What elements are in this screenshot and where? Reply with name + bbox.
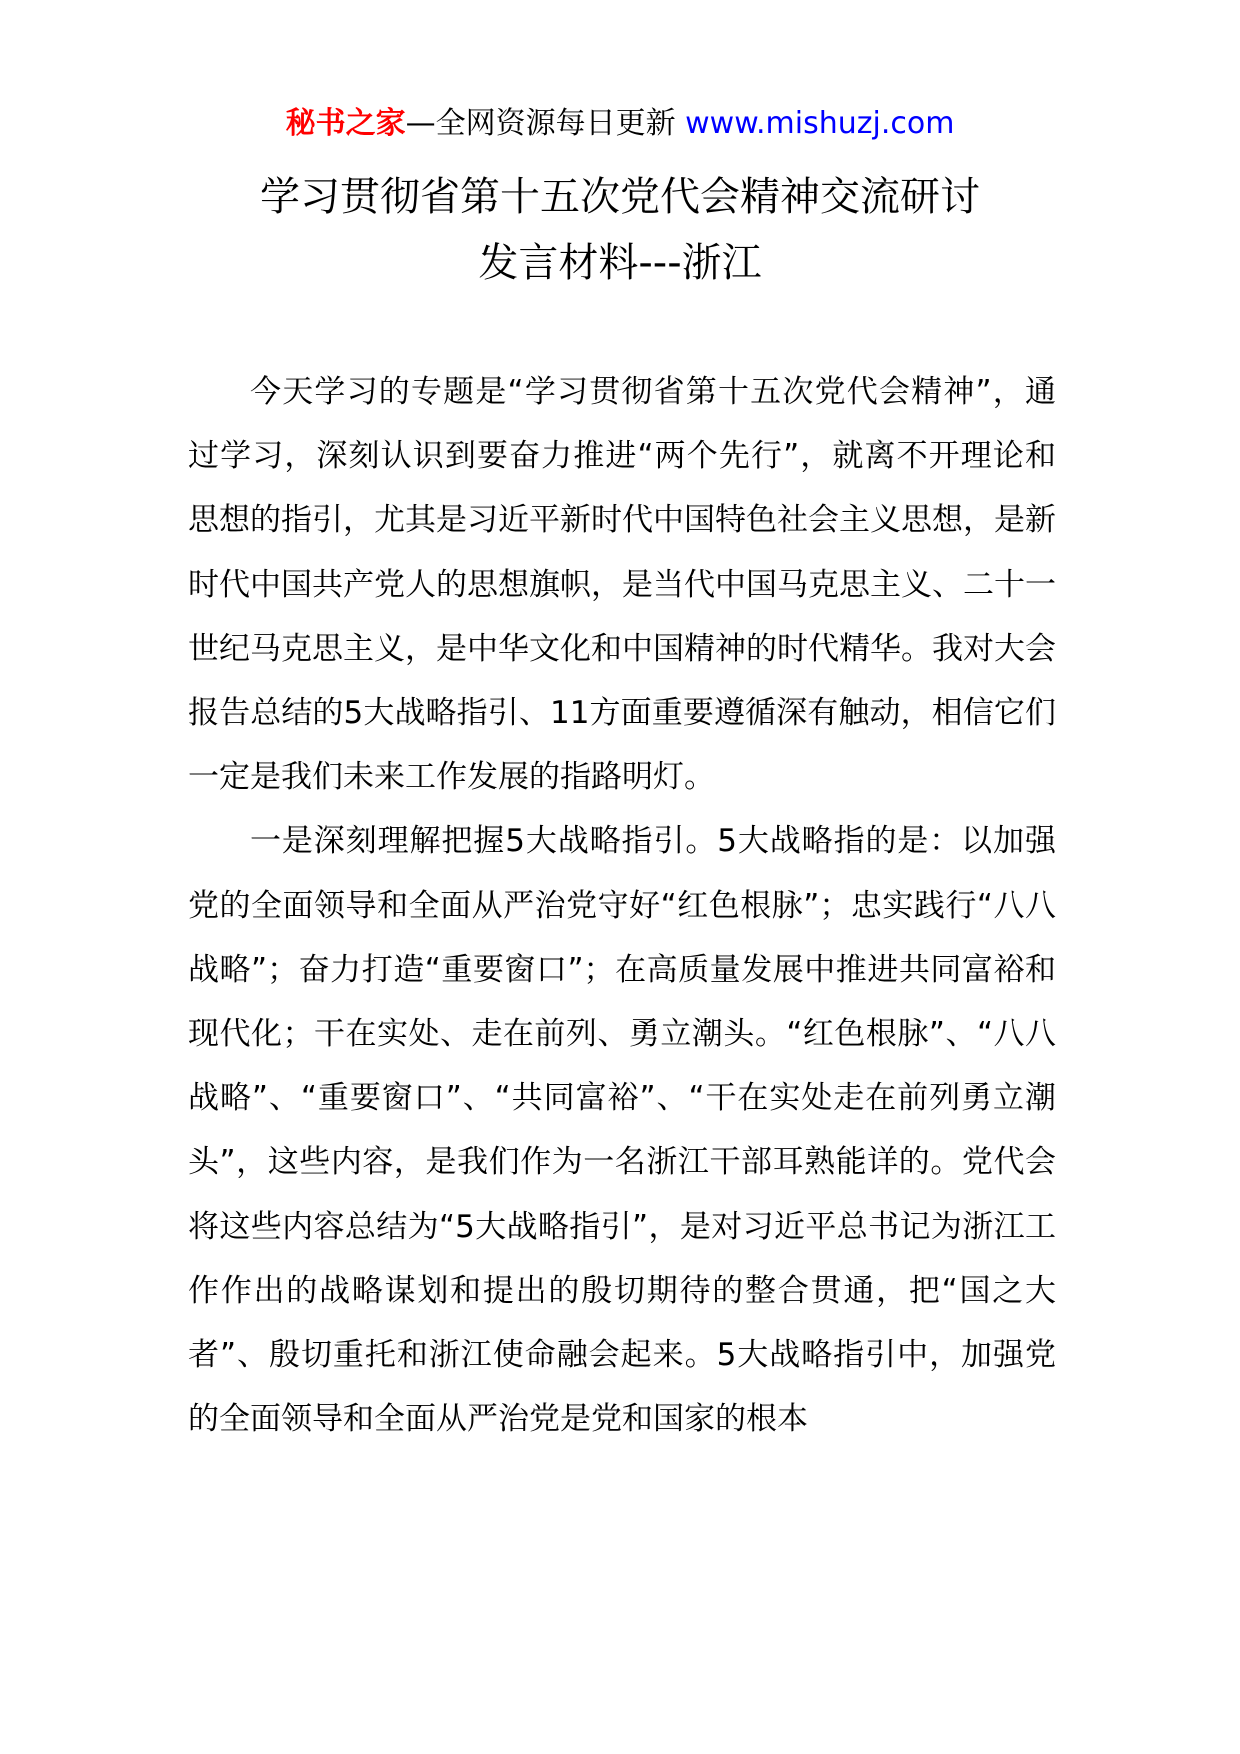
document-title [140, 164, 1100, 296]
body-paragraph-2: 一是深刻理解把握5大战略指引。5大战略指的是：以加强党的全面领导和全面从严治党守好“红色根脉”；忠实践行“八八战略”；奋力打造“重要窗口”；在高质量发展中推进共同富裕和现代化；干在实处、走在前列、勇立潮头。“红色根脉”、“八八战略”、“重要窗口”、“共同富裕”、“干在实处走在前列勇立潮头”，这些内容，是我们作为一名浙江干部耳熟能详的。党代会将这些内容总结为“5大战略指引”，是对习近平总书记为浙江工作作出的战略谋划和提出的殷切期待的整合贯通，把“国之大者”、殷切重托和浙江使命融会起来。5大战略指引中，加强党的全面领导和全面从严治党是党和国家的根本 [188, 823, 1056, 1438]
site-header [0, 104, 1240, 144]
body-paragraph-1: 今天学习的专题是“学习贯彻省第十五次党代会精神”，通过学习，深刻认识到要奋力推进“两个先行”，就离不开理论和思想的指引，尤其是习近平新时代中国特色社会主义思想，是新时代中国共产党人的思想旗帜，是当代中国马克思主义、二十一世纪马克思主义，是中华文化和中国精神的时代精华。我对大会报告总结的5大战略指引、11方面重要遵循深有触动，相信它们一定是我们未来工作发展的指路明灯。 [188, 374, 1056, 796]
document-body [188, 360, 1056, 1451]
site-brand: 秘书之家 [285, 106, 406, 141]
site-tagline: —全网资源每日更新 [405, 106, 686, 141]
document-title-line-2: 发言材料---浙江 [478, 240, 762, 286]
site-url-link[interactable]: www.mishuzj.com [685, 106, 955, 141]
document-title-line-1: 学习贯彻省第十五次党代会精神交流研讨 [260, 174, 980, 220]
